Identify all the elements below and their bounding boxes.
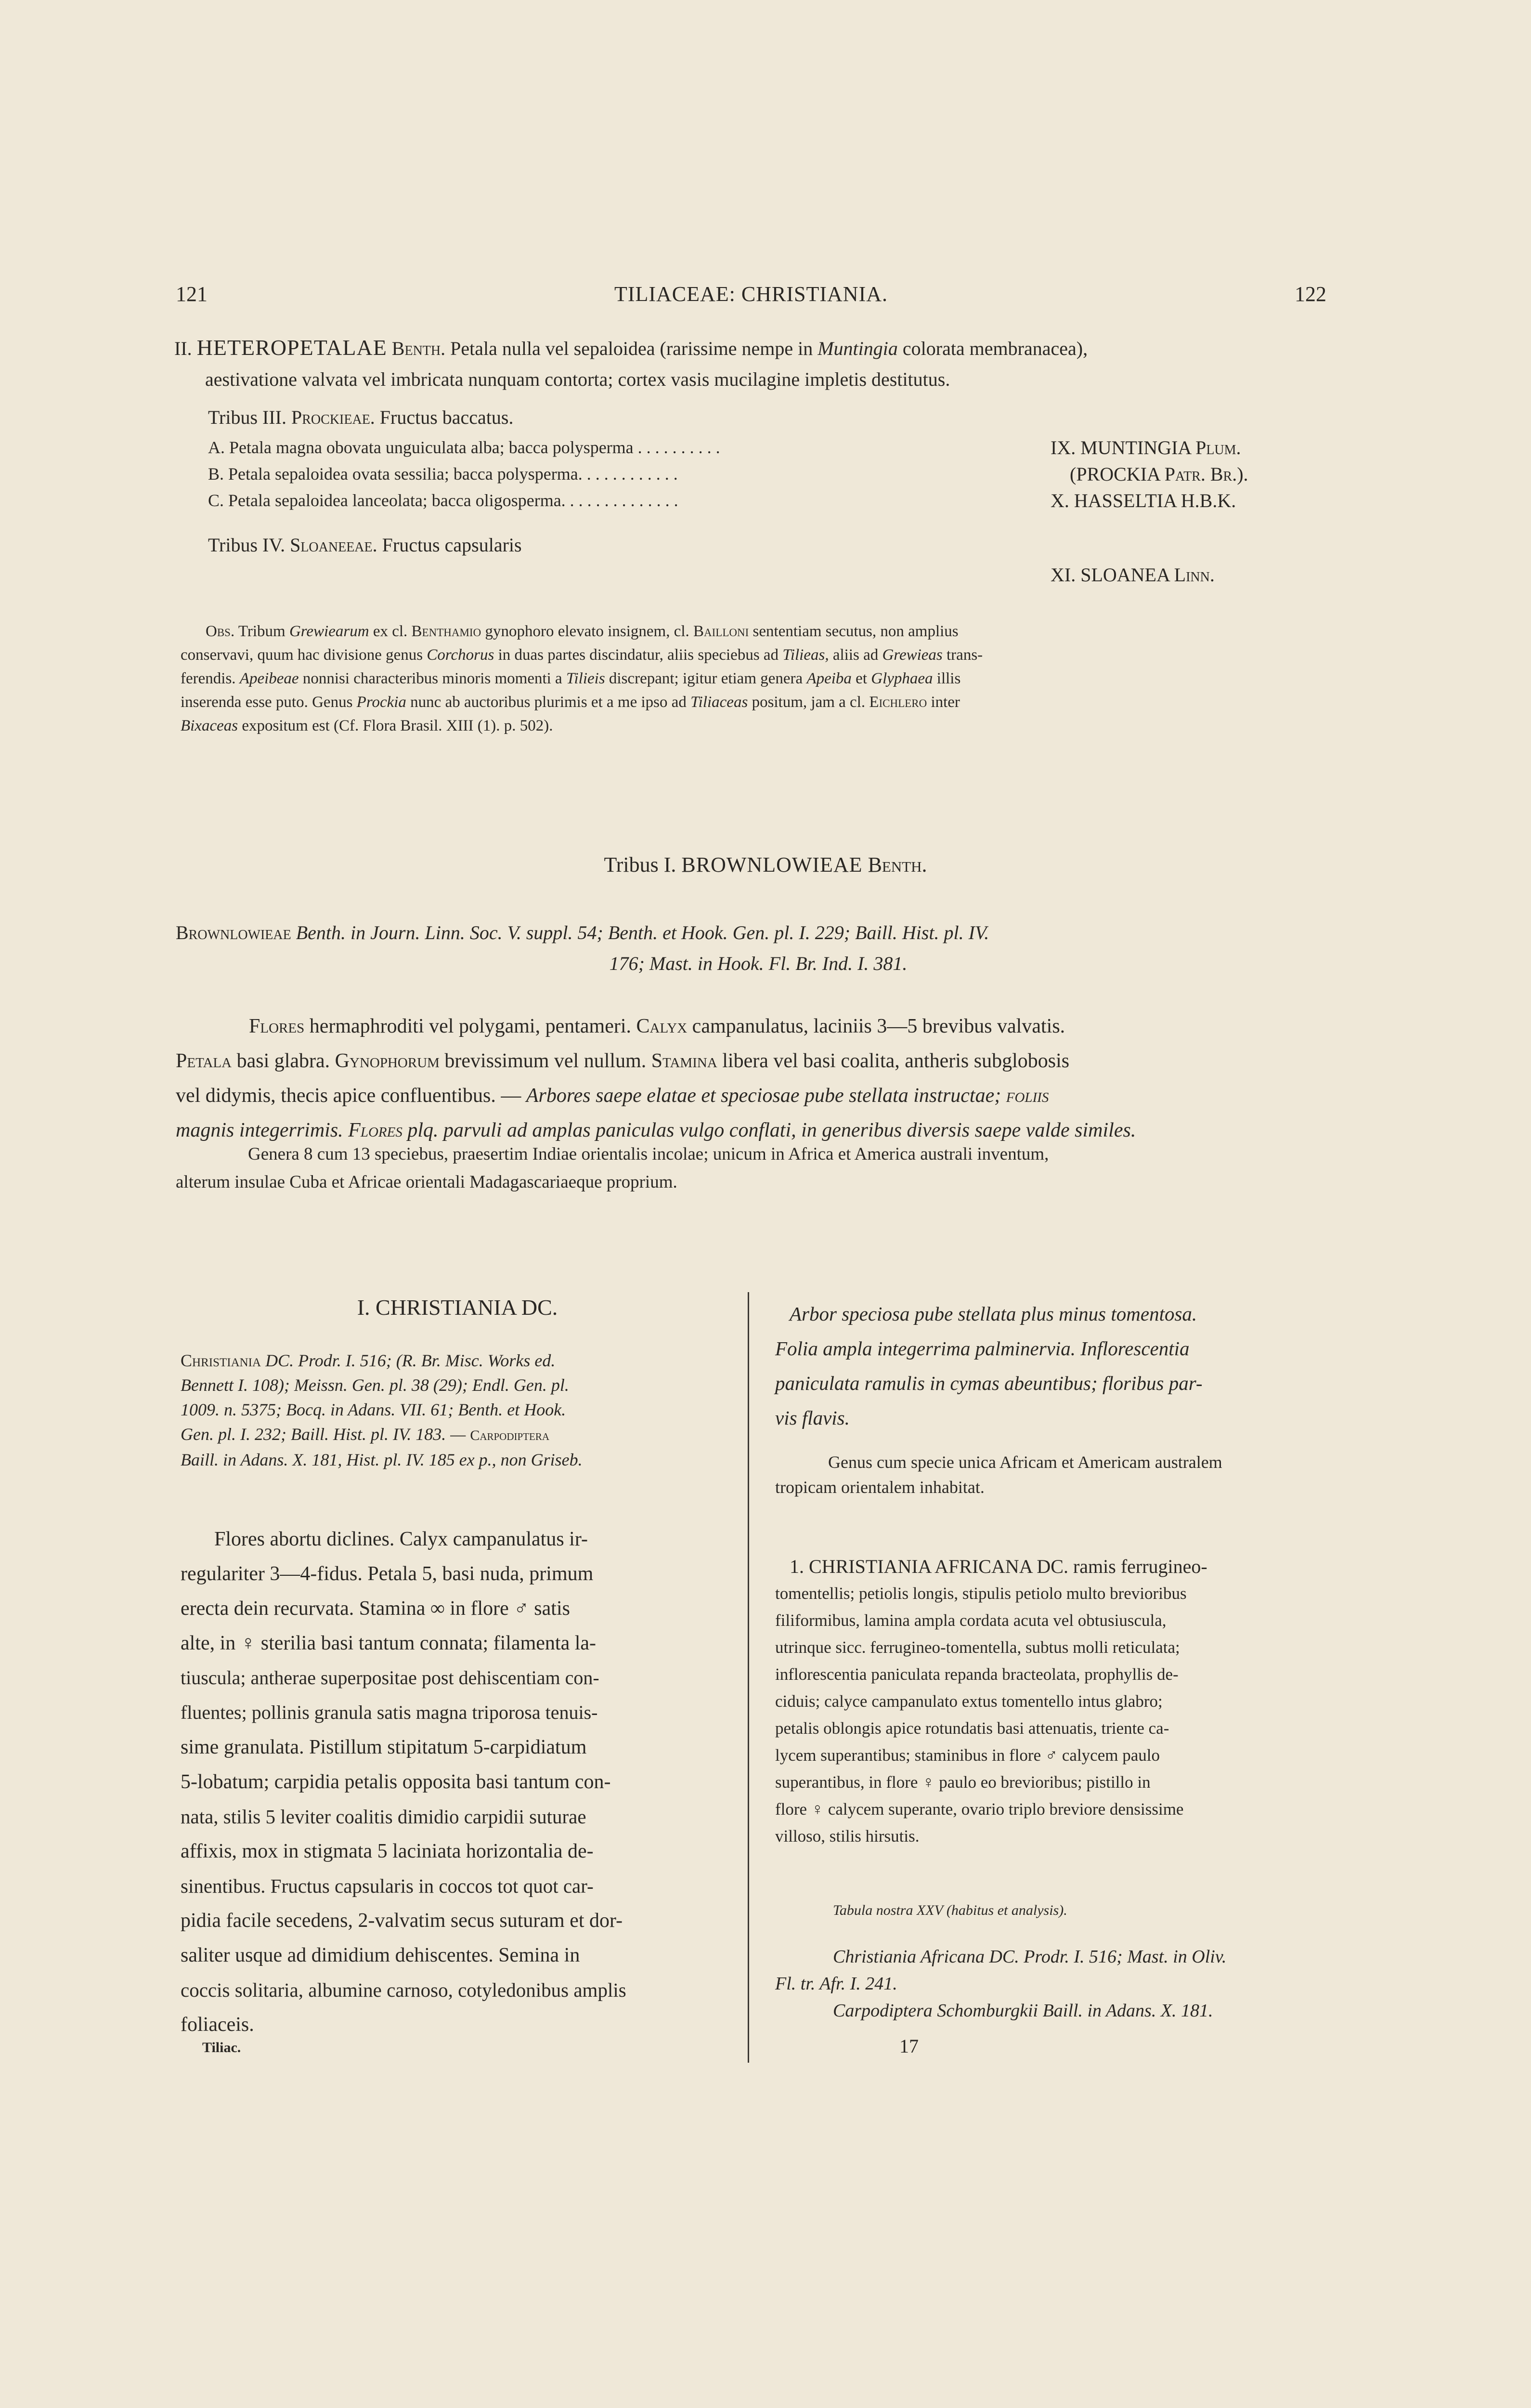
key-row: C. Petala sepaloidea lanceolata; bacca oligosperma. . . . . . . . . . . . . . X. HASSELTIA H.B.K. xyxy=(208,490,1236,511)
species-christiania-africana: 1. CHRISTIANIA AFRICANA DC. ramis ferrugineo- tomentellis; petiolis longis, stipulis petiolo multo brevioribus filiformibus, lamina ampla cordata acuta vel obtusiuscula, utrinque sicc. ferrugineo-tomentella, subtus molli reticulata; inflorescentia paniculata repanda bracteolata, prophyllis de- ciduis; calyce campanulato extus tomentello intus glabro; petalis oblongis apice rotundatis basi attenuatis, triente ca- lycem superantibus; staminibus in flore ♂ calycem paulo superantibus, in flore ♀ paulo eo brevioribus; pistillo in flore ♀ calycem superante, ovario triplo breviore densissime villoso, stilis hirsutis. xyxy=(775,1556,1207,1845)
plate-reference: Tabula nostra XXV (habitus et analysis). xyxy=(833,1902,1067,1918)
christiania-description: Flores abortu diclines. Calyx campanulatus ir- regulariter 3—4-fidus. Petala 5, basi nuda, primum erecta dein recurvata. Stamina ∞ in flore ♂ satis alte, in ♀ sterilia basi tantum connata; filamenta la- tiuscula; antherae superpositae post dehiscentiam con- fluentes; pollinis granula satis magna triporosa tenuis- sime granulata. Pistillum stipitatum 5-carpidiatum 5-lobatum; carpidia petalis opposita basi tantum con- nata, stilis 5 leviter coalitis dimidio carpidii suturae affixis, mox in stigmata 5 laciniata horizontalia de- sinentibus. Fructus capsularis in coccos tot quot car- pidia facile secedens, 2-valvatim secus suturam et dor- saliter usque ad dimidium dehiscentes. Semina in coccis solitaria, albumine carnoso, cotyledonibus amplis foliaceis. xyxy=(181,1528,626,2036)
column-divider xyxy=(748,1292,749,2063)
species-synonyms: Christiania Africana DC. Prodr. I. 516; Mast. in Oliv. Fl. tr. Afr. I. 241. Carpodiptera Schomburgkii Baill. in Adans. X. 181. xyxy=(775,1947,1227,2021)
sheet-number: 17 xyxy=(899,2035,919,2057)
tribus-prockieae: Tribus III. Prockieae. Fructus baccatus. xyxy=(208,406,514,428)
brownlowieae-description: Flores hermaphroditi vel polygami, pentameri. Calyx campanulatus, laciniis 3—5 brevibus valvatis. Petala basi glabra. Gynophorum brevissimum vel nullum. Stamina libera vel basi coalita, antheris subglobosis vel didymis, thecis apice confluentibus. — Arbores saepe elatae et speciosae pube stellata instructae; foliis magnis integerrimis. Flores plq. parvuli ad amplas paniculas vulgo conflati, in generibus diversis saepe valde similes. xyxy=(176,1015,1136,1141)
key-to-genera xyxy=(208,436,1335,515)
genus-title-christiania: I. CHRISTIANIA DC. xyxy=(357,1295,558,1320)
key-row: B. Petala sepaloidea ovata sessilia; bacca polysperma. . . . . . . . . . . . (PROCKIA Patr. Br.). xyxy=(208,463,1248,485)
section-numeral: II. xyxy=(174,338,192,359)
running-header xyxy=(176,282,1326,311)
observation-note: Obs. Tribum Grewiearum ex cl. Benthamio gynophoro elevato insignem, cl. Bailloni sententiam secutus, non amplius conservavi, quum hac divisione genus Corchorus in duas partes discindatur, aliis speciebus ad Tilieas, aliis ad Grewieas trans- ferendis. Apeibeae nonnisi characteribus minoris momenti a Tilieis discrepant; igitur etiam genera Apeiba et Glyphaea illis inserenda esse puto. Genus Prockia nunc ab auctoribus plurimis et a me ipso ad Tiliaceas positum, jam a cl. Eichlero inter Bixaceas expositum est (Cf. Flora Brasil. XIII (1). p. 502). xyxy=(181,623,983,734)
genus-sloanea: XI. SLOANEA Linn. xyxy=(1051,564,1215,586)
key-row: A. Petala magna obovata unguiculata alba; bacca polysperma . . . . . . . . . . IX. MUNTINGIA Plum. xyxy=(208,437,1241,458)
christiania-habit: Arbor speciosa pube stellata plus minus tomentosa. Folia ampla integerrima palminervia. Inflorescentia paniculata ramulis in cymas abeuntibus; floribus par- vis flavis. xyxy=(775,1303,1203,1429)
page-number-left: 121 xyxy=(176,282,208,306)
page-number-right: 122 xyxy=(1295,282,1326,306)
genera-distribution-note: Genera 8 cum 13 speciebus, praesertim Indiae orientalis incolae; unicum in Africa et America australi inventum, alterum insulae Cuba et Africae orientali Madagascariaeque proprium. xyxy=(176,1144,1049,1192)
section-name: HETEROPETALAE xyxy=(196,335,387,360)
tribus-brownlowieae-heading: Tribus I. BROWNLOWIEAE Benth. xyxy=(604,853,927,877)
section-heteropetalae: II. HETEROPETALAE Benth. Petala nulla vel sepaloidea (rarissime nempe in Muntingia colorata membranacea), aestivatione valvata vel imbricata nunquam contorta; cortex vasis mucilagine impletis destitutus. xyxy=(174,335,1088,390)
genus-range-note: Genus cum specie unica Africam et Americam australem tropicam orientalem inhabitat. xyxy=(775,1453,1222,1497)
tribus-sloaneeae: Tribus IV. Sloaneeae. Fructus capsularis xyxy=(208,534,522,556)
christiania-references: Christiania DC. Prodr. I. 516; (R. Br. Misc. Works ed. Bennett I. 108); Meissn. Gen. pl. 38 (29); Endl. Gen. pl. 1009. n. 5375; Bocq. in Adans. VII. 61; Benth. et Hook. Gen. pl. I. 232; Baill. Hist. pl. IV. 183. — Carpodiptera Baill. in Adans. X. 181, Hist. pl. IV. 185 ex p., non Griseb. xyxy=(181,1351,583,1469)
section-author: Benth. xyxy=(391,338,446,359)
brownlowieae-references: Brownlowieae Benth. in Journ. Linn. Soc. V. suppl. 54; Benth. et Hook. Gen. pl. I. 229; Baill. Hist. pl. IV. 176; Mast. in Hook. Fl. Br. Ind. I. 381. xyxy=(176,922,989,974)
running-title: TILIACEAE: CHRISTIANIA. xyxy=(614,282,888,306)
signature-mark: Tiliac. xyxy=(202,2040,241,2055)
